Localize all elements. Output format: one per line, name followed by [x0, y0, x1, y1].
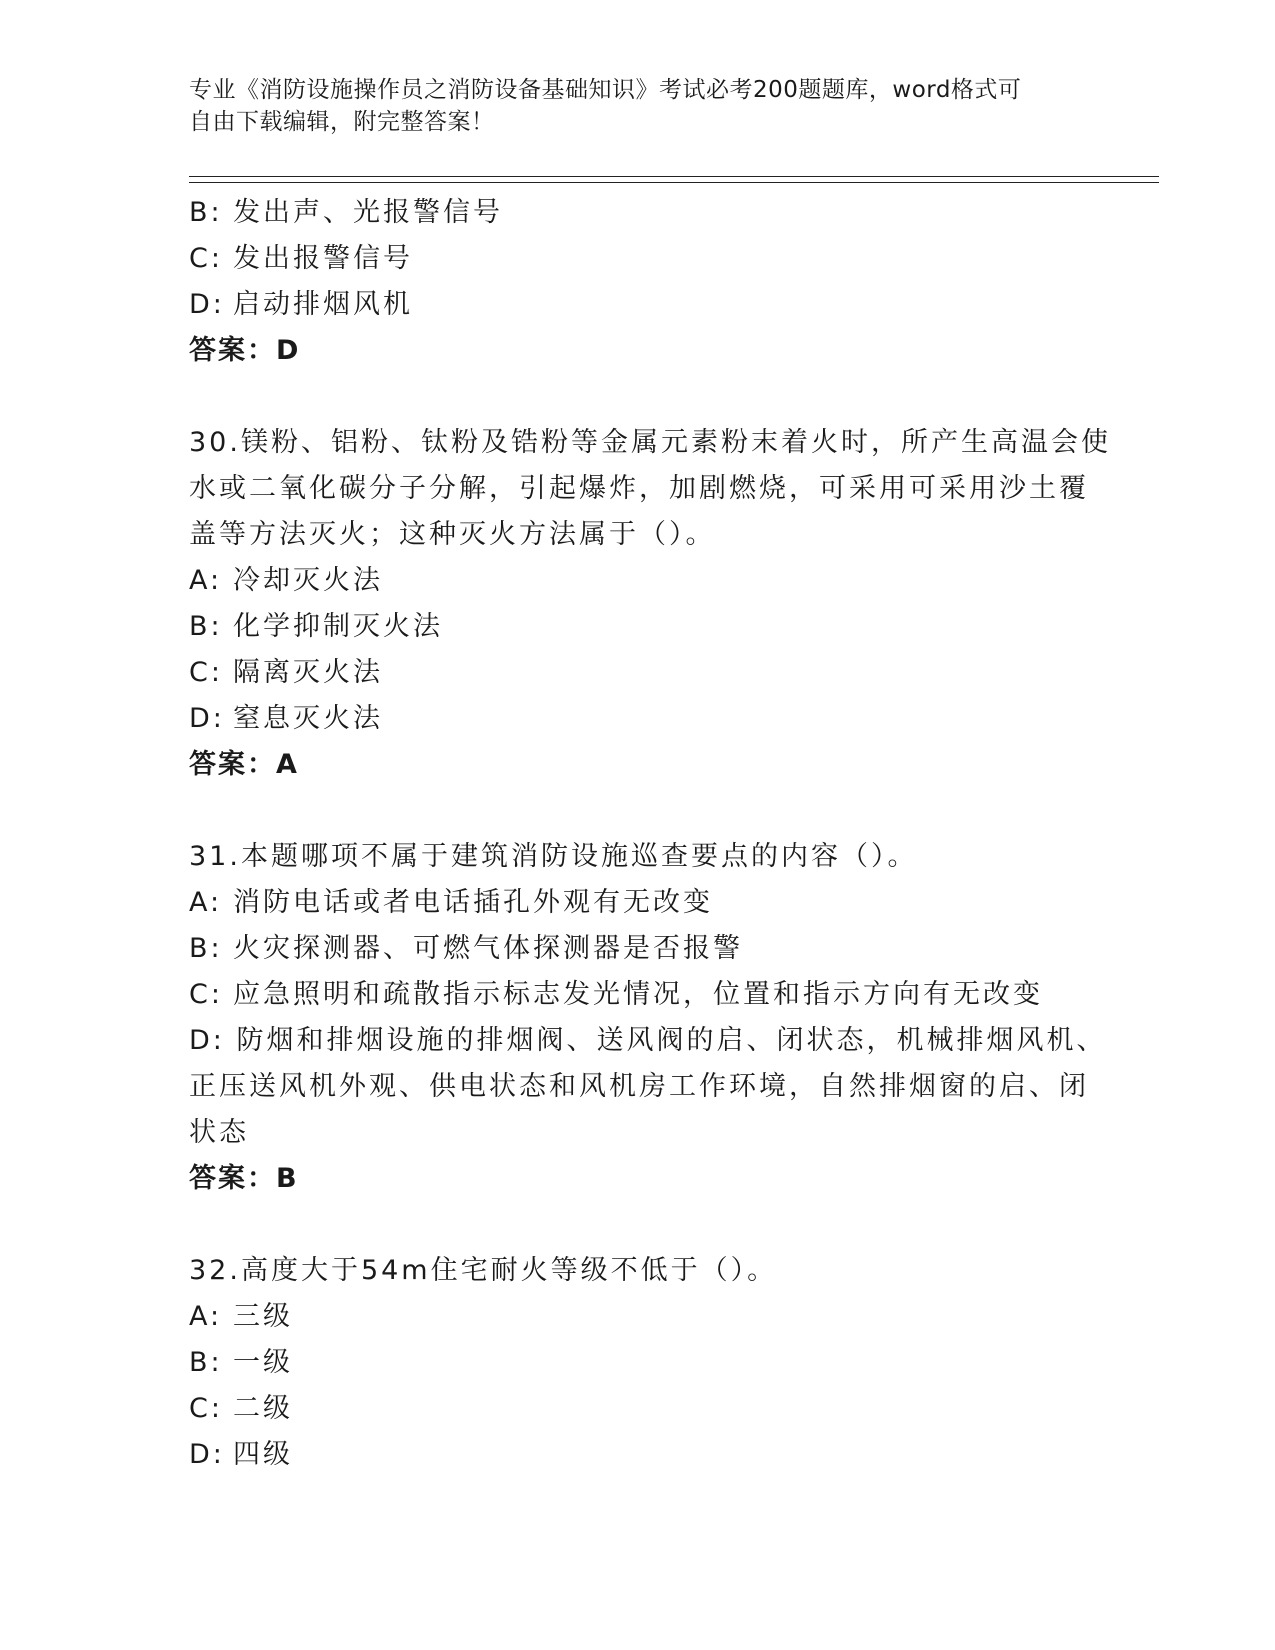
option-key: C:: [189, 1393, 223, 1424]
option-key: D:: [189, 703, 225, 734]
option-key: B:: [189, 197, 223, 228]
option-d: [189, 1432, 1089, 1478]
option-text: 消防电话或者电话插孔外观有无改变: [233, 887, 713, 918]
question-30: [189, 420, 1111, 788]
option-key: A:: [189, 565, 223, 596]
header-rule-top: [189, 176, 1159, 177]
option-key: B:: [189, 933, 223, 964]
document-body: [189, 190, 1111, 1478]
document-header: [189, 74, 1069, 138]
question-31: [189, 834, 1107, 1202]
option-text: 二级: [233, 1393, 293, 1424]
option-key: D:: [189, 1439, 225, 1470]
question-stem-line: 30.镁粉、铝粉、钛粉及锆粉等金属元素粉末着火时，所产生高温会使: [189, 427, 1111, 458]
option-c: [189, 972, 1089, 1018]
option-a: [189, 880, 1089, 926]
option-key: D:: [189, 289, 225, 320]
header-line-1: 专业《消防设施操作员之消防设备基础知识》考试必考200题题库，word格式可: [189, 77, 1022, 103]
option-text: 冷却灭火法: [233, 565, 383, 596]
option-b: [189, 190, 1089, 236]
spacer: [189, 374, 1089, 420]
option-text: 发出声、光报警信号: [233, 197, 503, 228]
question-stem-line: 水或二氧化碳分子分解，引起爆炸，加剧燃烧，可采用可采用沙土覆: [189, 473, 1089, 504]
option-key: C:: [189, 657, 223, 688]
option-text: 发出报警信号: [233, 243, 413, 274]
question-stem-line: 32.高度大于54m住宅耐火等级不低于（）。: [189, 1255, 778, 1286]
option-c: [189, 236, 1089, 282]
option-text: 火灾探测器、可燃气体探测器是否报警: [233, 933, 743, 964]
option-text: 应急照明和疏散指示标志发光情况，位置和指示方向有无改变: [233, 979, 1043, 1010]
option-a: [189, 1294, 1089, 1340]
header-line-2: 自由下载编辑，附完整答案！: [189, 109, 495, 135]
option-text: 隔离灭火法: [233, 657, 383, 688]
option-d: [189, 696, 1089, 742]
option-d-line: D: 防烟和排烟设施的排烟阀、送风阀的启、闭状态，机械排烟风机、: [189, 1025, 1107, 1056]
question-stem-line: 31.本题哪项不属于建筑消防设施巡查要点的内容（）。: [189, 841, 918, 872]
option-a: [189, 558, 1089, 604]
option-text: 四级: [233, 1439, 293, 1470]
question-stem-line: 盖等方法灭火；这种灭火方法属于（）。: [189, 519, 716, 550]
option-text: 化学抑制灭火法: [233, 611, 443, 642]
question-32: [189, 1248, 1089, 1478]
option-b: [189, 1340, 1089, 1386]
option-key: C:: [189, 243, 223, 274]
answer-line: 答案：B: [189, 1163, 299, 1194]
answer-line: 答案：D: [189, 335, 301, 366]
option-d-line: 正压送风机外观、供电状态和风机房工作环境，自然排烟窗的启、闭: [189, 1071, 1089, 1102]
option-text: 三级: [233, 1301, 293, 1332]
option-c: [189, 1386, 1089, 1432]
spacer: [189, 788, 1089, 834]
option-key: A:: [189, 1301, 223, 1332]
option-b: [189, 926, 1089, 972]
question-29-tail: [189, 190, 1089, 374]
option-b: [189, 604, 1089, 650]
option-key: A:: [189, 887, 223, 918]
option-key: B:: [189, 1347, 223, 1378]
option-text: 启动排烟风机: [233, 289, 413, 320]
option-key: B:: [189, 611, 223, 642]
header-rule-bottom: [189, 182, 1159, 183]
option-d-line: 状态: [189, 1117, 249, 1148]
option-text: 一级: [233, 1347, 293, 1378]
option-d: [189, 282, 1089, 328]
spacer: [189, 1202, 1089, 1248]
option-text: 窒息灭火法: [233, 703, 383, 734]
option-key: C:: [189, 979, 223, 1010]
answer-line: 答案：A: [189, 749, 299, 780]
option-c: [189, 650, 1089, 696]
